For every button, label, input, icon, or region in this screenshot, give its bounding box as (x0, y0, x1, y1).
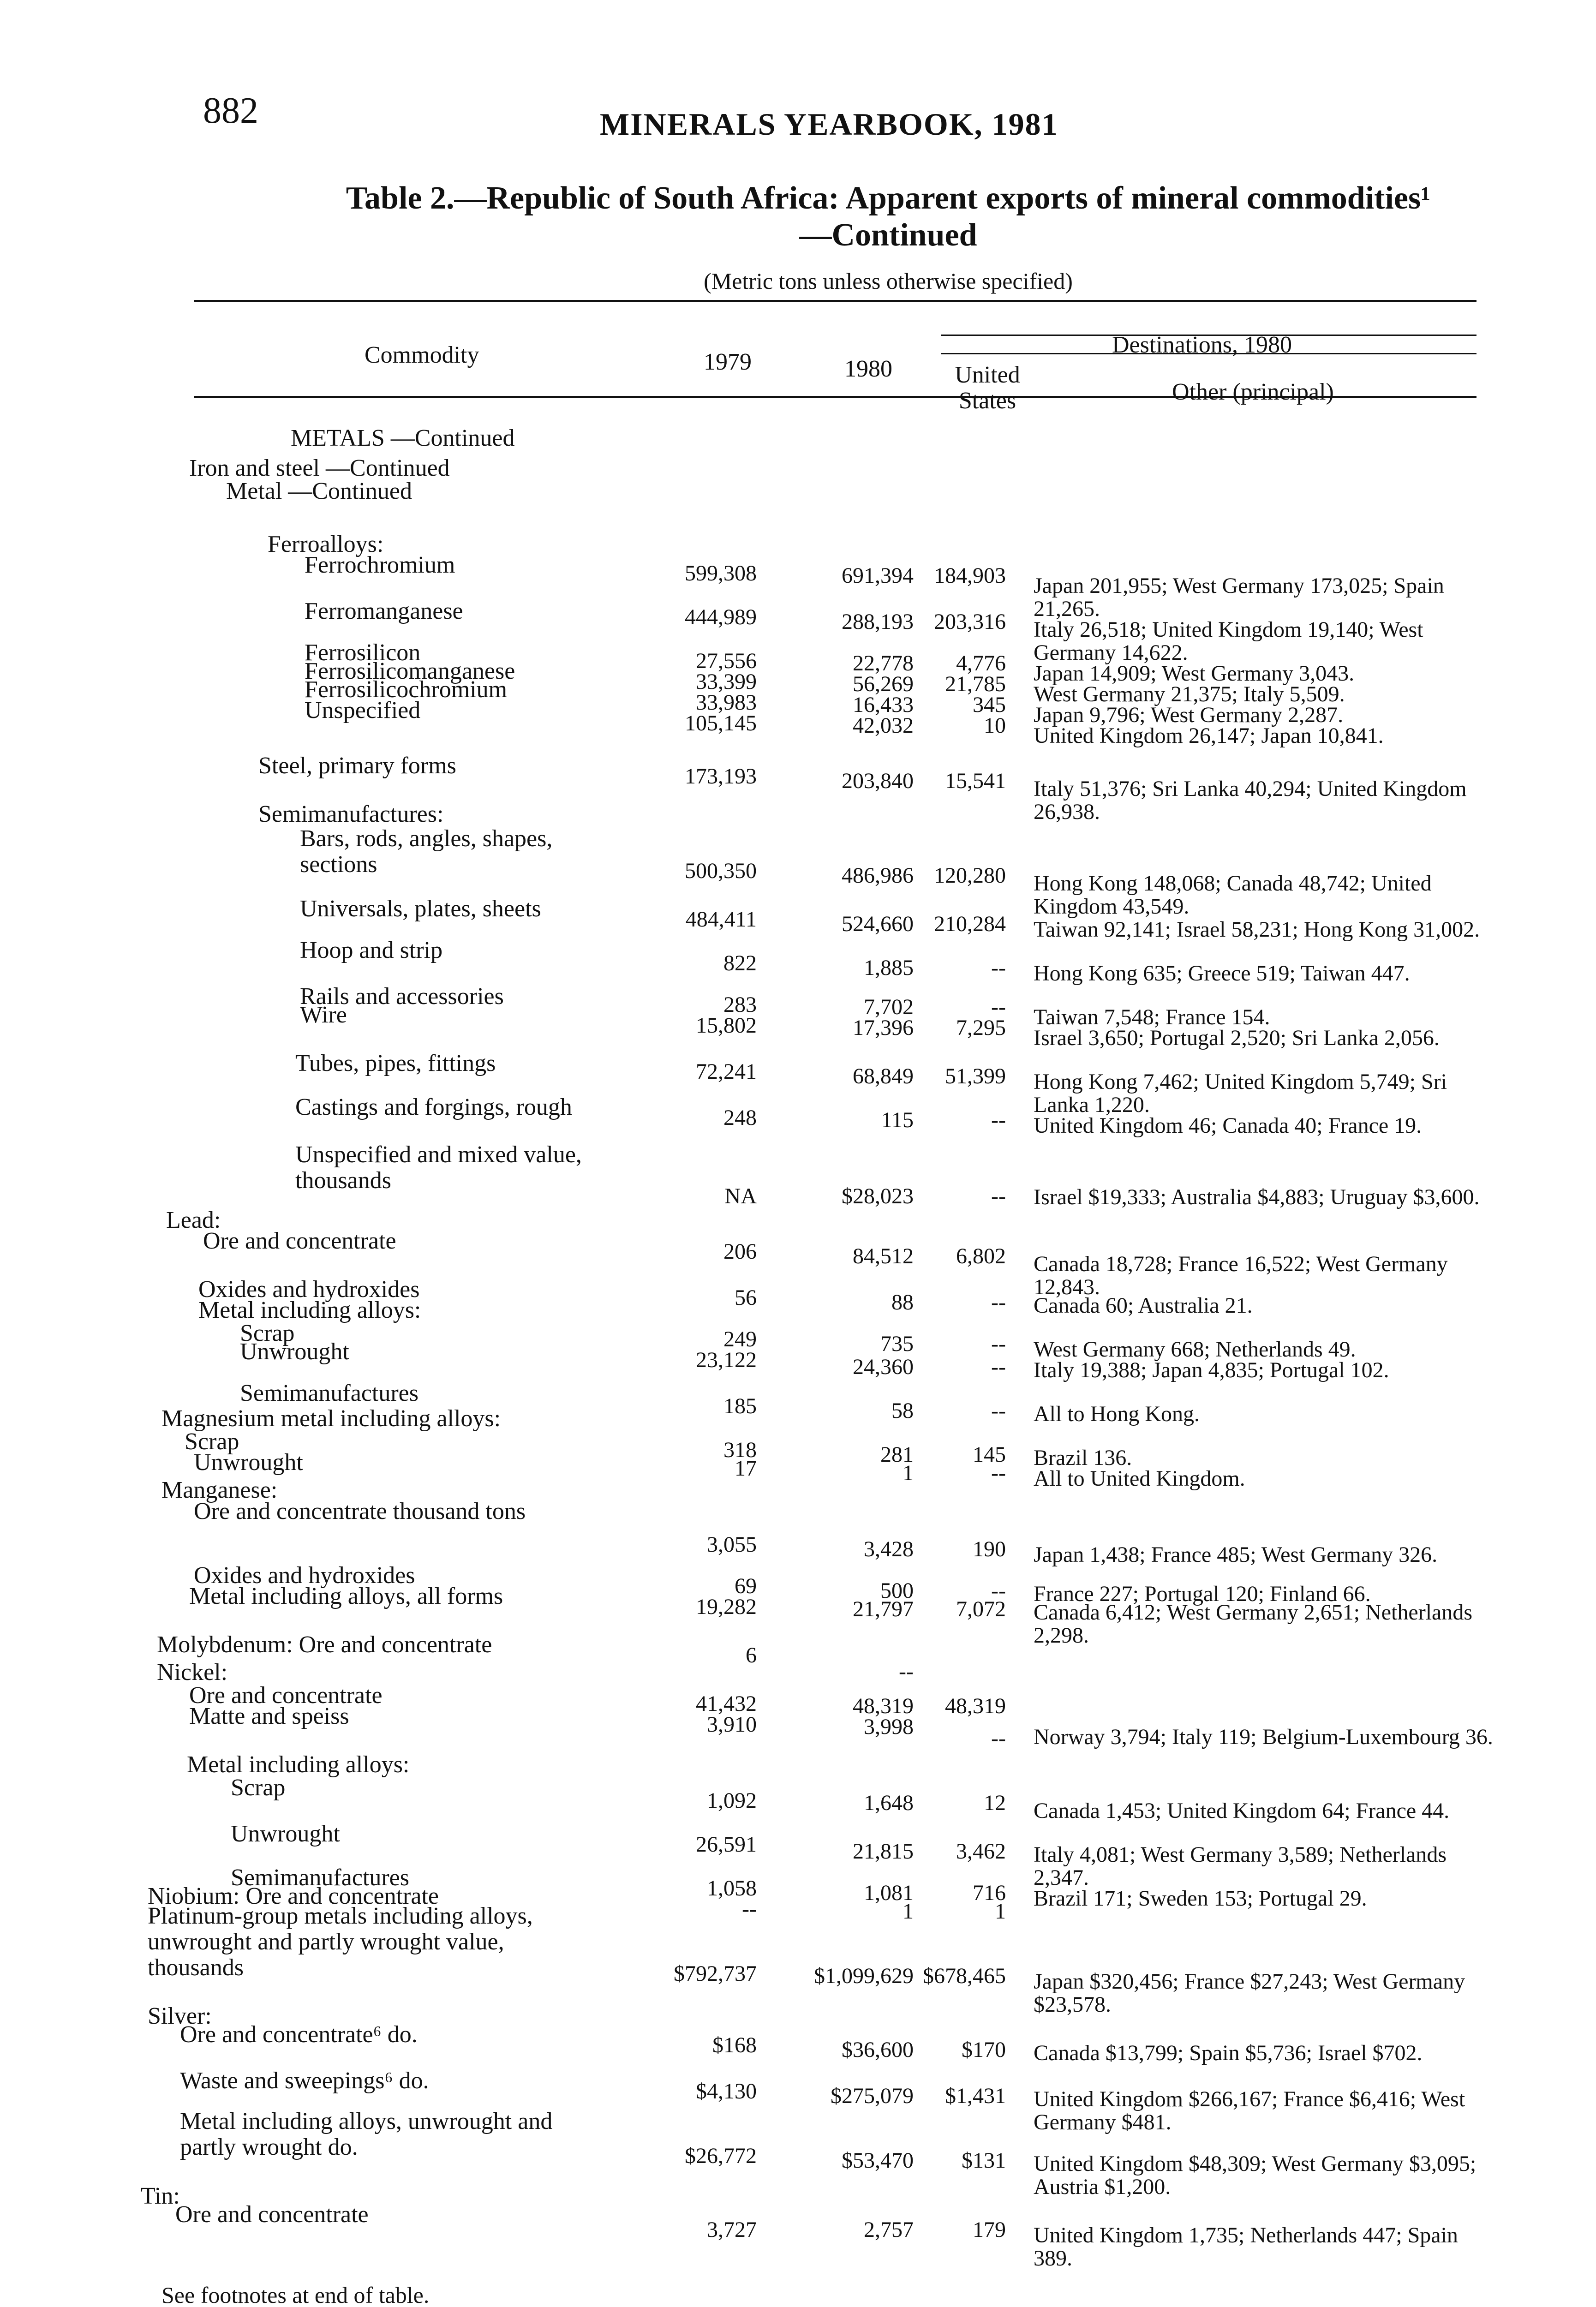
cell-1980: 21,797 (853, 1597, 914, 1621)
cell-1980: 2,757 (864, 2217, 914, 2242)
running-title: MINERALS YEARBOOK, 1981 (600, 107, 1058, 142)
cell-1980: 1,648 (864, 1791, 914, 1815)
row-label: Scrap (231, 1775, 286, 1801)
cell-us: 179 (973, 2217, 1006, 2242)
cell-1980: 1 (903, 1899, 914, 1924)
cell-other: Italy 26,518; United Kingdom 19,140; West Germany 14,622. (1034, 617, 1423, 665)
cell-other: Japan 201,955; West Germany 173,025; Spain 21,265. (1034, 574, 1444, 621)
cell-1979: 3,727 (707, 2217, 757, 2242)
cell-1980: 288,193 (842, 610, 914, 634)
row-label: Castings and forgings, rough (295, 1094, 572, 1120)
cell-1979: 3,910 (707, 1712, 757, 1737)
cell-1979: 26,591 (696, 1832, 757, 1857)
cell-1979: 318 (723, 1438, 757, 1462)
row-label: Oxides and hydroxides (198, 1276, 420, 1303)
cell-us: -- (991, 1355, 1006, 1379)
cell-other: United Kingdom 1,735; Netherlands 447; Spain 389. (1034, 2223, 1458, 2271)
cell-1980: $28,023 (842, 1184, 914, 1208)
cell-1979: 173,193 (685, 764, 757, 789)
cell-other: Norway 3,794; Italy 119; Belgium-Luxembourg 36. (1034, 1725, 1493, 1749)
row-label: Unspecified and mixed value, thousands (295, 1142, 582, 1194)
cell-1979: 822 (723, 951, 757, 975)
cell-1980: $53,470 (842, 2148, 914, 2173)
cell-1979: $4,130 (696, 2079, 757, 2104)
cell-other: All to Hong Kong. (1034, 1402, 1200, 1426)
row-label: Semimanufactures (240, 1380, 418, 1406)
cell-other: Italy 4,081; West Germany 3,589; Netherlands 2,347. (1034, 1842, 1447, 1890)
cell-us: 345 (973, 693, 1006, 717)
col-header-united-states: United States (955, 362, 1020, 414)
cell-1980: 56,269 (853, 672, 914, 696)
cell-us: 7,295 (956, 1016, 1006, 1040)
cell-1980: 500 (880, 1578, 914, 1603)
cell-1980: 281 (880, 1442, 914, 1467)
col-header-1979: 1979 (704, 349, 752, 375)
cell-1980: 16,433 (853, 693, 914, 717)
col-header-destinations: Destinations, 1980 (1112, 332, 1292, 358)
cell-other: Japan 1,438; France 485; West Germany 326. (1034, 1542, 1438, 1567)
cell-other: United Kingdom 46; Canada 40; France 19. (1034, 1113, 1422, 1138)
row-label: Metal including alloys, unwrought and partly wrought do. (180, 2108, 553, 2160)
cell-us: -- (991, 1332, 1006, 1356)
cell-1979: 17 (735, 1456, 757, 1481)
section-heading: Metal including alloys: (198, 1297, 421, 1323)
cell-us: 48,319 (945, 1694, 1006, 1718)
cell-1979: 500,350 (685, 859, 757, 883)
cell-us: $678,465 (923, 1964, 1006, 1988)
cell-other: Hong Kong 148,068; Canada 48,742; United Kingdom 43,549. (1034, 871, 1432, 919)
row-label: Ferrosilicochromium (305, 676, 508, 703)
cell-1979: -- (742, 1897, 757, 1921)
section-heading: Ferroalloys: (268, 531, 384, 557)
row-label: Scrap (185, 1428, 239, 1455)
row-label: Unwrought (240, 1339, 349, 1365)
cell-us: 3,462 (956, 1839, 1006, 1864)
row-label: Scrap (240, 1320, 295, 1346)
cell-1980: 58 (891, 1399, 914, 1423)
cell-other: West Germany 21,375; Italy 5,509. (1034, 682, 1345, 706)
cell-us: -- (991, 1399, 1006, 1423)
row-label: Universals, plates, sheets (300, 896, 541, 922)
section-heading: Nickel: (157, 1659, 228, 1685)
cell-other: Canada 6,412; West Germany 2,651; Netherlands 2,298. (1034, 1600, 1473, 1648)
cell-1979: 185 (723, 1394, 757, 1418)
cell-other: France 227; Portugal 120; Finland 66. (1034, 1582, 1371, 1606)
cell-1979: 484,411 (685, 907, 757, 932)
cell-us: 203,316 (934, 610, 1006, 634)
cell-1979: 248 (723, 1106, 757, 1130)
cell-other: Italy 19,388; Japan 4,835; Portugal 102. (1034, 1358, 1389, 1382)
cell-1979: 599,308 (685, 561, 757, 586)
cell-us: $170 (962, 2038, 1006, 2062)
cell-other: United Kingdom $48,309; West Germany $3,095; Austria $1,200. (1034, 2152, 1476, 2199)
cell-us: 120,280 (934, 863, 1006, 888)
cell-1980: 486,986 (842, 863, 914, 888)
section-heading: Magnesium metal including alloys: (161, 1405, 501, 1432)
cell-other: Israel 3,650; Portugal 2,520; Sri Lanka 2,056. (1034, 1026, 1440, 1050)
cell-1979: 6 (746, 1643, 757, 1667)
cell-1979: 27,556 (696, 649, 757, 673)
cell-1979: 56 (735, 1285, 757, 1310)
cell-1979: $792,737 (674, 1961, 757, 1986)
section-heading: Silver: (148, 2003, 212, 2029)
cell-other: Hong Kong 7,462; United Kingdom 5,749; Sri Lanka 1,220. (1034, 1070, 1447, 1117)
cell-us: -- (991, 995, 1006, 1019)
section-heading: Metal —Continued (226, 478, 412, 504)
cell-1980: 3,998 (864, 1715, 914, 1739)
cell-other: Japan $320,456; France $27,243; West Germany $23,578. (1034, 1969, 1465, 2017)
cell-us: 10 (984, 713, 1006, 738)
row-label: Unspecified (305, 697, 421, 723)
cell-us: -- (991, 1290, 1006, 1315)
cell-1980: 88 (891, 1290, 914, 1315)
cell-1979: 249 (723, 1327, 757, 1351)
cell-1980: 1,885 (864, 956, 914, 980)
cell-1979: 3,055 (707, 1532, 757, 1557)
section-heading: Iron and steel —Continued (189, 455, 450, 481)
row-label: Niobium: Ore and concentrate (148, 1883, 439, 1909)
section-heading: METALS —Continued (291, 425, 515, 451)
row-label: Metal including alloys, all forms (189, 1583, 503, 1609)
row-label: Ferrosilicon (305, 640, 421, 666)
cell-us: -- (991, 956, 1006, 980)
cell-1979: $26,772 (685, 2144, 757, 2168)
row-label: Ore and concentrate (203, 1228, 396, 1254)
cell-1980: 22,778 (853, 651, 914, 675)
cell-1979: 33,983 (696, 690, 757, 715)
rule-top (194, 300, 1476, 302)
cell-1980: 7,702 (864, 995, 914, 1019)
cell-1980: 203,840 (842, 769, 914, 793)
cell-us: 210,284 (934, 912, 1006, 936)
row-label: Wire (300, 1002, 347, 1028)
cell-us: 145 (973, 1442, 1006, 1467)
cell-1980: $36,600 (842, 2038, 914, 2062)
cell-us: 1 (995, 1899, 1006, 1924)
cell-1980: 42,032 (853, 713, 914, 738)
row-label: Unwrought (194, 1449, 303, 1476)
cell-other: Japan 9,796; West Germany 2,287. (1034, 703, 1344, 727)
cell-1980: $1,099,629 (814, 1964, 914, 1988)
row-label: Ore and concentrate (189, 1682, 383, 1709)
cell-1980: $275,079 (831, 2084, 914, 2108)
col-header-1980: 1980 (844, 356, 892, 382)
row-label: Unwrought (231, 1821, 340, 1847)
cell-us: $1,431 (945, 2084, 1006, 2108)
cell-us: 184,903 (934, 563, 1006, 588)
cell-1979: $168 (712, 2033, 757, 2057)
cell-us: 190 (973, 1537, 1006, 1561)
cell-other: Taiwan 7,548; France 154. (1034, 1005, 1270, 1029)
cell-us: 15,541 (945, 769, 1006, 793)
cell-1979: 283 (723, 992, 757, 1017)
cell-us: 51,399 (945, 1064, 1006, 1088)
cell-1980: 1 (903, 1461, 914, 1485)
row-label: Oxides and hydroxides (194, 1562, 415, 1589)
cell-1980: 691,394 (842, 563, 914, 588)
row-label: Matte and speiss (189, 1703, 349, 1729)
col-header-other: Other (principal) (1172, 379, 1334, 405)
cell-other: All to United Kingdom. (1034, 1466, 1245, 1491)
cell-other: Italy 51,376; Sri Lanka 40,294; United Kingdom 26,938. (1034, 777, 1467, 824)
row-label: Ore and concentrate (175, 2201, 369, 2228)
cell-other: Brazil 136. (1034, 1446, 1132, 1470)
cell-1979: 1,058 (707, 1876, 757, 1901)
row-label: Platinum-group metals including alloys, unwrought and partly wrought value, thousands (148, 1903, 533, 1981)
table-title-line-1: Table 2.—Republic of South Africa: Apparent exports of mineral commodities¹ (346, 180, 1431, 216)
row-label: Molybdenum: Ore and concentrate (157, 1632, 492, 1658)
cell-1979: 206 (723, 1239, 757, 1264)
cell-us: -- (991, 1108, 1006, 1132)
cell-1979: 33,399 (696, 669, 757, 694)
cell-1979: 69 (735, 1574, 757, 1598)
row-label: Ferrosilicomanganese (305, 658, 515, 684)
cell-1980: 24,360 (853, 1355, 914, 1379)
row-label: Rails and accessories (300, 983, 504, 1010)
cell-1979: 72,241 (696, 1059, 757, 1084)
cell-us: -- (991, 1184, 1006, 1208)
cell-1979: 23,122 (696, 1348, 757, 1372)
cell-other: Canada 60; Australia 21. (1034, 1293, 1253, 1318)
cell-other: United Kingdom $266,167; France $6,416; West Germany $481. (1034, 2087, 1465, 2134)
section-heading: Metal including alloys: (187, 1751, 410, 1778)
table-subtitle: (Metric tons unless otherwise specified) (704, 268, 1073, 294)
cell-1979: NA (724, 1184, 757, 1208)
cell-1979: 15,802 (696, 1013, 757, 1038)
cell-other: Brazil 171; Sweden 153; Portugal 29. (1034, 1886, 1367, 1911)
cell-us: 7,072 (956, 1597, 1006, 1621)
cell-other: Israel $19,333; Australia $4,883; Uruguay $3,600. (1034, 1185, 1480, 1209)
row-label: Ferromanganese (305, 598, 463, 624)
cell-other: Hong Kong 635; Greece 519; Taiwan 447. (1034, 961, 1410, 986)
table-title-line-2: —Continued (799, 217, 977, 253)
cell-other: United Kingdom 26,147; Japan 10,841. (1034, 723, 1384, 748)
cell-1980: -- (899, 1659, 914, 1684)
table-title (277, 180, 1500, 254)
row-label: Ferrochromium (305, 552, 455, 578)
row-label: Tubes, pipes, fittings (295, 1050, 496, 1076)
cell-1979: 105,145 (685, 711, 757, 735)
row-label: Waste and sweepings⁶ do. (180, 2068, 429, 2094)
cell-1980: 524,660 (842, 912, 914, 936)
cell-us: -- (991, 1726, 1006, 1751)
cell-1979: 444,989 (685, 605, 757, 629)
cell-us: 6,802 (956, 1244, 1006, 1268)
col-header-commodity: Commodity (365, 342, 479, 368)
cell-1980: 68,849 (853, 1064, 914, 1088)
cell-us: -- (991, 1461, 1006, 1485)
cell-1980: 3,428 (864, 1537, 914, 1561)
footnote-reference: See footnotes at end of table. (161, 2282, 430, 2307)
row-label: Ore and concentrate⁶ do. (180, 2021, 418, 2048)
cell-1979: 19,282 (696, 1595, 757, 1619)
cell-us: $131 (962, 2148, 1006, 2173)
cell-1980: 48,319 (853, 1694, 914, 1718)
cell-1980: 1,081 (864, 1881, 914, 1905)
cell-us: 21,785 (945, 672, 1006, 696)
cell-1979: 41,432 (696, 1691, 757, 1716)
row-label: Hoop and strip (300, 937, 443, 963)
row-label: Bars, rods, angles, shapes, sections (300, 825, 553, 878)
cell-1980: 115 (881, 1108, 914, 1132)
cell-us: 4,776 (956, 651, 1006, 675)
cell-us: 716 (973, 1881, 1006, 1905)
cell-other: West Germany 668; Netherlands 49. (1034, 1337, 1356, 1362)
cell-other: Canada $13,799; Spain $5,736; Israel $702. (1034, 2041, 1423, 2065)
row-label: Semimanufactures (231, 1865, 409, 1891)
section-heading: Manganese: (161, 1477, 278, 1503)
cell-1979: 1,092 (707, 1788, 757, 1813)
cell-us: 12 (984, 1791, 1006, 1815)
cell-1980: 735 (880, 1332, 914, 1356)
row-label: Ore and concentrate thousand tons (194, 1498, 526, 1524)
cell-1980: 17,396 (853, 1016, 914, 1040)
cell-other: Japan 14,909; West Germany 3,043. (1034, 661, 1355, 686)
section-heading: Lead: (166, 1207, 221, 1233)
cell-other: Taiwan 92,141; Israel 58,231; Hong Kong 31,002. (1034, 917, 1480, 942)
section-heading: Semimanufactures: (258, 801, 444, 827)
cell-us: -- (991, 1578, 1006, 1603)
row-label: Steel, primary forms (258, 753, 456, 779)
cell-other: Canada 1,453; United Kingdom 64; France 44. (1034, 1799, 1450, 1823)
cell-1980: 84,512 (853, 1244, 914, 1268)
cell-other: Canada 18,728; France 16,522; West Germany 12,843. (1034, 1252, 1448, 1299)
section-heading: Tin: (141, 2183, 180, 2209)
page-number: 882 (203, 90, 258, 131)
cell-1980: 21,815 (853, 1839, 914, 1864)
